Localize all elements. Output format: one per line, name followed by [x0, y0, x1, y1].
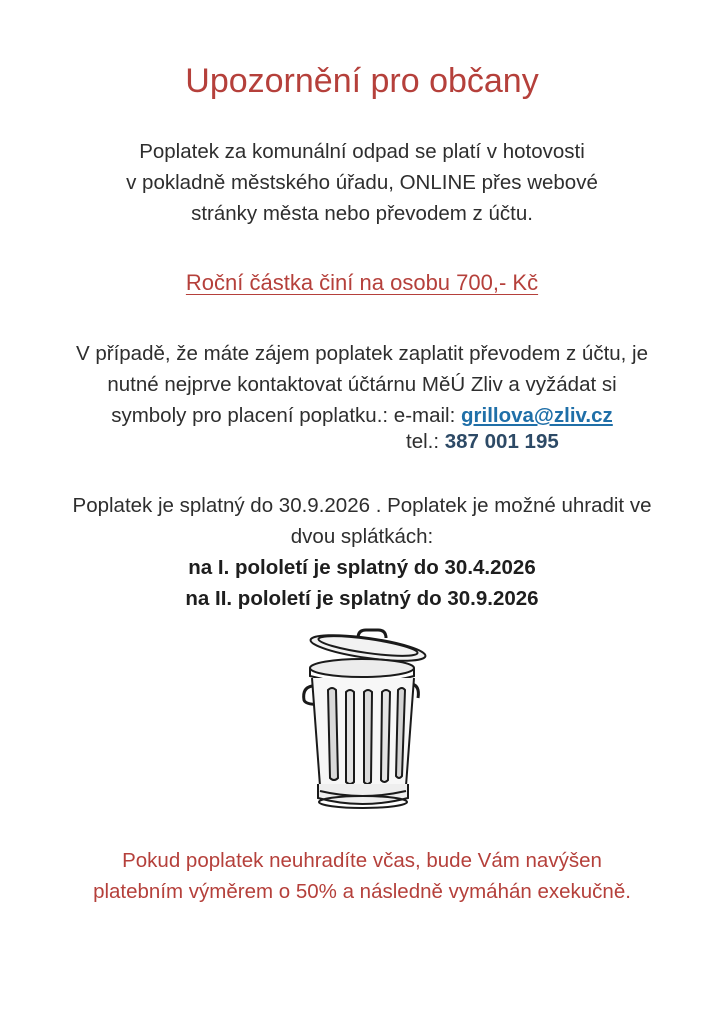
transfer-line: V případě, že máte zájem poplatek zaplatit převodem z účtu, je — [75, 342, 649, 365]
contact-line — [0, 400, 724, 431]
due-line: Poplatek je splatný do 30.9.2026 . Poplatek je možné uhradit ve — [72, 494, 652, 517]
page-title: Upozornění pro občany — [185, 62, 539, 100]
due-line: dvou splátkách: — [290, 525, 434, 548]
phone-label: tel.: — [406, 430, 445, 453]
intro-paragraph — [0, 136, 724, 229]
annual-amount-text: Roční částka činí na osobu 700,- Kč — [185, 270, 539, 295]
intro-line: v pokladně městského úřadu, ONLINE přes webové — [126, 171, 598, 194]
transfer-line: nutné nejprve kontaktovat účtárnu MěÚ Zliv a vyžádat si — [107, 373, 617, 396]
installment-second: na II. pololetí je splatný do 30.9.2026 — [185, 587, 539, 610]
intro-line: Poplatek za komunální odpad se platí v hotovosti — [139, 140, 585, 163]
email-link[interactable]: grillova@zliv.cz — [461, 404, 613, 427]
warning-line: Pokud poplatek neuhradíte včas, bude Vám navýšen — [122, 849, 602, 872]
warning-line: platebním výměrem o 50% a následně vymáhán exekučně. — [93, 880, 631, 903]
phone-line — [406, 430, 559, 454]
due-paragraph — [0, 490, 724, 614]
symbols-text: symboly pro placení poplatku.: e-mail: — [111, 404, 462, 427]
intro-line: stránky města nebo převodem z účtu. — [191, 202, 533, 225]
transfer-paragraph — [0, 338, 724, 431]
annual-amount-heading — [0, 270, 724, 296]
trash-can-icon — [300, 626, 430, 816]
installment-first: na I. pololetí je splatný do 30.4.2026 — [188, 556, 536, 579]
phone-number: 387 001 195 — [444, 430, 559, 453]
warning-paragraph — [0, 845, 724, 907]
